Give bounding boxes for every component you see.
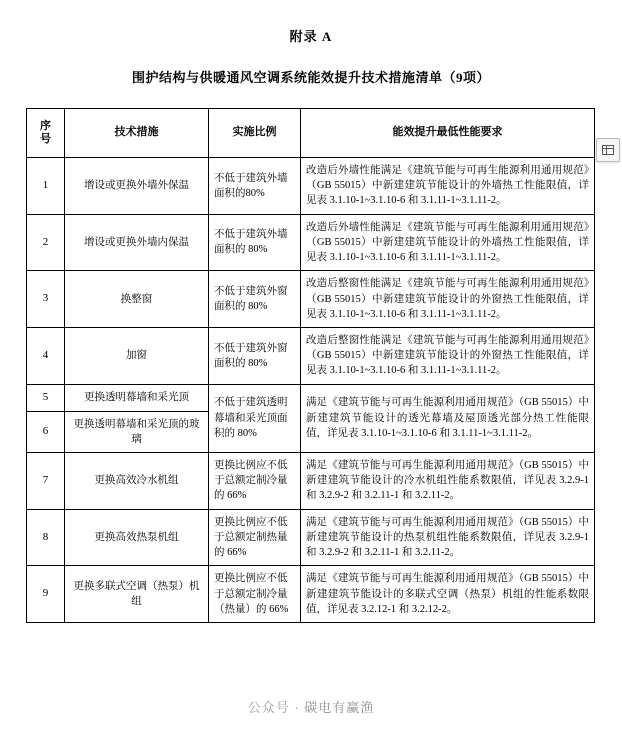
table-options-button[interactable] xyxy=(596,138,620,162)
table-row xyxy=(27,384,595,411)
cell-no: 7 xyxy=(27,453,65,510)
table-row xyxy=(27,158,595,215)
table-body xyxy=(27,158,595,623)
column-header-ratio: 实施比例 xyxy=(209,109,301,158)
column-header-no xyxy=(27,109,65,158)
cell-measure: 更换多联式空调（热泵）机组 xyxy=(65,566,209,623)
cell-measure: 加窗 xyxy=(65,327,209,384)
cell-no: 5 xyxy=(27,384,65,411)
watermark-prefix: 公众号 · xyxy=(247,700,305,715)
table-header-row xyxy=(27,109,595,158)
cell-ratio: 不低于建筑透明幕墙和采光顶面积的 80% xyxy=(209,384,301,452)
cell-no: 6 xyxy=(27,411,65,452)
watermark xyxy=(0,697,622,716)
column-header-no-line2: 号 xyxy=(40,133,51,145)
cell-measure: 更换高效热泵机组 xyxy=(65,509,209,566)
cell-no: 2 xyxy=(27,214,65,271)
cell-ratio: 更换比例应不低于总额定制冷量（热量）的 66% xyxy=(209,566,301,623)
cell-ratio: 不低于建筑外墙面积的 80% xyxy=(209,214,301,271)
cell-measure: 增设或更换外墙外保温 xyxy=(65,158,209,215)
cell-ratio: 不低于建筑外墙面积的80% xyxy=(209,158,301,215)
cell-measure: 更换透明幕墙和采光顶的玻璃 xyxy=(65,411,209,452)
cell-requirement: 满足《建筑节能与可再生能源利用通用规范》（GB 55015）中新建建筑节能设计的冷水机组性能系数限值，详见表 3.2.9-1 和 3.2.9-2 和 3.2.11-1 和 3.2.11-2。 xyxy=(301,453,595,510)
cell-ratio: 更换比例应不低于总额定制冷量的 66% xyxy=(209,453,301,510)
cell-measure: 换整窗 xyxy=(65,271,209,328)
cell-no: 8 xyxy=(27,509,65,566)
table-row xyxy=(27,327,595,384)
table-grid-icon xyxy=(601,143,615,157)
table-header xyxy=(27,109,595,158)
cell-requirement: 满足《建筑节能与可再生能源利用通用规范》（GB 55015）中新建建筑节能设计的多联式空调（热泵）机组的性能系数限值，详见表 3.2.12-1 和 3.2.12-2。 xyxy=(301,566,595,623)
document-page xyxy=(0,26,622,732)
table-row xyxy=(27,214,595,271)
appendix-label: 附录 A xyxy=(289,29,333,44)
column-header-no-line1: 序 xyxy=(40,120,51,133)
cell-measure: 更换透明幕墙和采光顶 xyxy=(65,384,209,411)
table-row xyxy=(27,271,595,328)
cell-requirement: 改造后外墙性能满足《建筑节能与可再生能源利用通用规范》（GB 55015）中新建建筑节能设计的外墙热工性能限值，详见表 3.1.10-1~3.1.10-6 和 3.1.11-1~3.1.11-2。 xyxy=(301,214,595,271)
cell-requirement: 改造后外墙性能满足《建筑节能与可再生能源利用通用规范》（GB 55015）中新建建筑节能设计的外墙热工性能限值，详见表 3.1.10-1~3.1.10-6 和 3.1.11-1~3.1.11-2。 xyxy=(301,158,595,215)
watermark-brand: 碳电有赢渔 xyxy=(304,700,375,715)
table-row xyxy=(27,453,595,510)
cell-no: 9 xyxy=(27,566,65,623)
cell-ratio: 更换比例应不低于总额定制热量的 66% xyxy=(209,509,301,566)
column-header-measure: 技术措施 xyxy=(65,109,209,158)
table-row xyxy=(27,509,595,566)
cell-measure: 增设或更换外墙内保温 xyxy=(65,214,209,271)
measures-table xyxy=(26,108,595,623)
table-row xyxy=(27,566,595,623)
cell-requirement: 改造后整窗性能满足《建筑节能与可再生能源利用通用规范》（GB 55015）中新建建筑节能设计的外窗热工性能限值，详见表 3.1.10-1~3.1.10-6 和 3.1.11-1~3.1.11-2。 xyxy=(301,271,595,328)
cell-requirement: 满足《建筑节能与可再生能源利用通用规范》（GB 55015）中新建建筑节能设计的热泵机组性能系数限值，详见表 3.2.9-1 和 3.2.9-2 和 3.2.11-1 和 3.2.11-2。 xyxy=(301,509,595,566)
cell-requirement: 改造后整窗性能满足《建筑节能与可再生能源利用通用规范》（GB 55015）中新建建筑节能设计的外窗热工性能限值，详见表 3.1.10-1~3.1.10-6 和 3.1.11-1~3.1.11-2。 xyxy=(301,327,595,384)
cell-ratio: 不低于建筑外窗面积的 80% xyxy=(209,271,301,328)
cell-no: 1 xyxy=(27,158,65,215)
cell-ratio: 不低于建筑外窗面积的 80% xyxy=(209,327,301,384)
page-title: 围护结构与供暖通风空调系统能效提升技术措施清单（9项） xyxy=(131,70,490,85)
cell-measure: 更换高效冷水机组 xyxy=(65,453,209,510)
column-header-requirement: 能效提升最低性能要求 xyxy=(301,109,595,158)
cell-requirement: 满足《建筑节能与可再生能源利用通用规范》（GB 55015）中新建建筑节能设计的透光幕墙及屋顶透光部分热工性能限值，详见表 3.1.10-1~3.1.10-6 和 3.1.11-1~3.1.11-2。 xyxy=(301,384,595,452)
cell-no: 3 xyxy=(27,271,65,328)
cell-no: 4 xyxy=(27,327,65,384)
